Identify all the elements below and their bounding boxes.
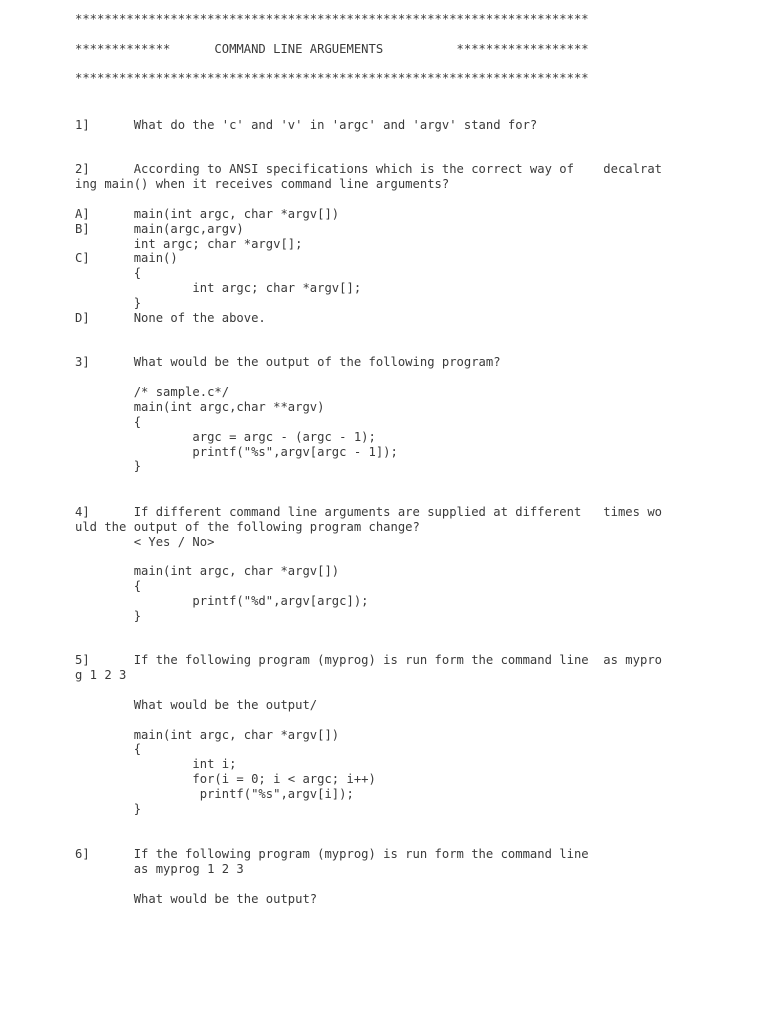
option-d: D] None of the above. [75, 311, 266, 325]
option-a: A] main(int argc, char *argv[]) [75, 207, 340, 221]
question-5-code-line-3: printf("%s",argv[i]); [75, 787, 354, 801]
question-3-code-main: main(int argc,char **argv) [75, 400, 325, 414]
option-c: C] main() [75, 251, 178, 265]
question-4-line-1: 4] If different command line arguments are supplied at different times wo [75, 505, 662, 519]
question-3-code-line-2: printf("%s",argv[argc - 1]); [75, 445, 398, 459]
option-b: B] main(argc,argv) [75, 222, 244, 236]
question-5-code-close: } [75, 802, 142, 816]
question-4-code-close: } [75, 609, 142, 623]
question-4-line-2: uld the output of the following program change? [75, 520, 420, 534]
question-5-line-2: g 1 2 3 [75, 668, 127, 682]
question-4-code-main: main(int argc, char *argv[]) [75, 564, 340, 578]
question-5-code-line-2: for(i = 0; i < argc; i++) [75, 772, 376, 786]
option-c-code-body: int argc; char *argv[]; [75, 281, 362, 295]
option-b-code: int argc; char *argv[]; [75, 237, 303, 251]
question-4-code-open: { [75, 579, 142, 593]
question-6-line-2: as myprog 1 2 3 [75, 862, 244, 876]
question-4-choices: < Yes / No> [75, 535, 215, 549]
star-border-bottom: ********************************************************************** [75, 71, 589, 85]
star-border-top: ********************************************************************** [75, 12, 589, 26]
question-5-code-open: { [75, 742, 142, 756]
question-3-code-close: } [75, 459, 142, 473]
question-3-code-line-1: argc = argc - (argc - 1); [75, 430, 376, 444]
question-2-line-1: 2] According to ANSI specifications which is the correct way of decalrat [75, 162, 662, 176]
question-4-code-line-1: printf("%d",argv[argc]); [75, 594, 369, 608]
document-title: ************* COMMAND LINE ARGUEMENTS ****************** [75, 42, 589, 56]
question-3: 3] What would be the output of the following program? [75, 355, 501, 369]
question-5-code-main: main(int argc, char *argv[]) [75, 728, 340, 742]
option-c-code-close: } [75, 296, 142, 310]
question-1: 1] What do the 'c' and 'v' in 'argc' and 'argv' stand for? [75, 118, 538, 132]
question-3-code-comment: /* sample.c*/ [75, 385, 230, 399]
question-2-line-2: ing main() when it receives command line arguments? [75, 177, 450, 191]
question-5-line-1: 5] If the following program (myprog) is run form the command line as mypro [75, 653, 662, 667]
question-6-line-1: 6] If the following program (myprog) is run form the command line [75, 847, 589, 861]
question-5-prompt: What would be the output/ [75, 698, 318, 712]
question-5-code-line-1: int i; [75, 757, 237, 771]
option-c-code-open: { [75, 266, 142, 280]
question-6-prompt: What would be the output? [75, 892, 318, 906]
question-3-code-open: { [75, 415, 142, 429]
